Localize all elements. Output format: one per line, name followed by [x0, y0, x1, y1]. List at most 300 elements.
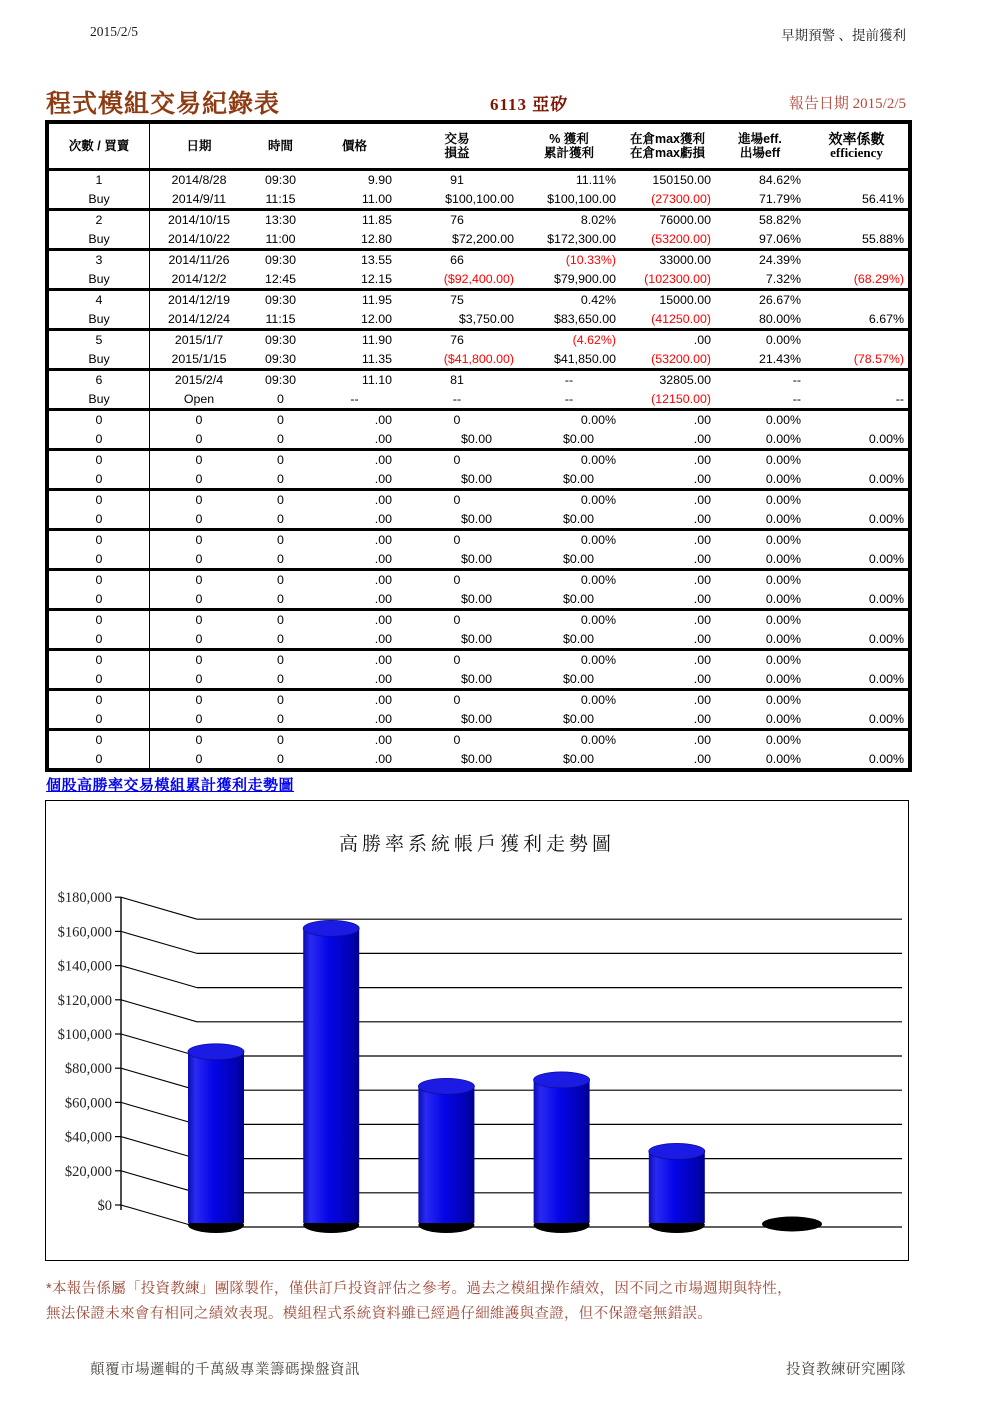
table-cell: 0 [277, 413, 284, 427]
table-cell: 55.88% [861, 231, 904, 246]
table-cell: 2014/10/22 [167, 231, 230, 246]
trade-block [49, 291, 908, 331]
table-cell: 0 [453, 533, 461, 547]
table-cell: .00 [374, 671, 392, 686]
table-cell: 0 [277, 453, 284, 467]
table-cell: .00 [374, 511, 392, 526]
page-footer [90, 1358, 906, 1379]
table-cell: 2015/2/4 [174, 373, 224, 387]
svg-text:$160,000: $160,000 [57, 924, 112, 941]
table-cell: 0.00% [765, 453, 801, 467]
table-cell: $0.00 [460, 671, 492, 686]
table-cell: 0 [277, 693, 284, 707]
table-header-cell: 價格 [341, 138, 367, 153]
table-cell: 0.00% [765, 573, 801, 587]
table-cell: 81 [450, 373, 464, 387]
table-cell: 0.00% [580, 653, 616, 667]
table-cell: 0.00% [868, 591, 904, 606]
table-cell: 0.00% [765, 533, 801, 547]
table-row [49, 430, 908, 449]
table-row [49, 670, 908, 689]
table-cell: 80.00% [758, 311, 801, 326]
table-cell: 0.00% [765, 493, 801, 507]
table-cell: $0.00 [460, 711, 492, 726]
table-cell: 0 [277, 551, 284, 566]
table-cell: 0 [277, 511, 284, 526]
svg-text:$140,000: $140,000 [57, 958, 112, 975]
table-cell: $72,200.00 [451, 231, 514, 246]
table-cell [805, 611, 908, 630]
table-header-cell: 進場eff. 出場eff [738, 131, 782, 160]
disclaimer-line: *本報告係屬「投資教練」團隊製作，僅供訂戶投資評估之參考。過去之模組操作績效，因不同之市場週期與特性， [46, 1281, 792, 1297]
table-cell: Open [183, 391, 215, 406]
table-cell: $79,900.00 [553, 271, 616, 286]
svg-text:$180,000: $180,000 [57, 890, 112, 907]
table-cell: 0 [277, 533, 284, 547]
table-cell: 0 [277, 391, 284, 406]
table-cell: 2014/9/11 [171, 191, 227, 206]
table-cell: 0 [453, 733, 461, 747]
table-cell: 0.00% [868, 511, 904, 526]
table-cell: 2 [49, 211, 150, 230]
table-cell: (102300.00) [644, 271, 711, 286]
table-cell: $0.00 [460, 471, 492, 486]
table-cell [805, 251, 908, 270]
table-cell: 0 [277, 751, 284, 766]
table-cell: 9.90 [367, 173, 392, 187]
table-cell: .00 [693, 613, 711, 627]
table-cell: (53200.00) [651, 231, 711, 246]
table-cell: (12150.00) [651, 391, 711, 406]
table-cell: .00 [374, 711, 392, 726]
table-cell: 0 [49, 670, 150, 689]
table-cell: 0 [453, 453, 461, 467]
table-cell: $0.00 [562, 511, 594, 526]
table-row [49, 190, 908, 209]
table-cell: 0.00% [580, 533, 616, 547]
report-date-value: 2015/2/5 [852, 96, 906, 112]
table-cell: .00 [374, 613, 392, 627]
table-cell: 11:00 [265, 231, 296, 246]
table-cell: .00 [693, 551, 711, 566]
profit-chart [45, 800, 909, 1261]
report-date [789, 92, 906, 113]
table-cell: 12.15 [360, 271, 392, 286]
table-cell: 09:30 [264, 173, 296, 187]
stock-id: 6113 亞矽 [490, 95, 569, 114]
table-row [49, 590, 908, 609]
trade-block [49, 651, 908, 691]
table-cell [805, 571, 908, 590]
table-cell: Buy [49, 390, 150, 409]
table-cell [805, 651, 908, 670]
trade-block [49, 691, 908, 731]
table-cell: .00 [693, 533, 711, 547]
table-cell: $0.00 [562, 471, 594, 486]
table-cell: $0.00 [460, 511, 492, 526]
table-cell: 76 [450, 213, 464, 227]
table-cell: 32805.00 [659, 373, 711, 387]
table-cell: .00 [693, 653, 711, 667]
table-cell: 0 [195, 493, 203, 507]
table-cell: 0 [49, 451, 150, 470]
table-cell: 0 [195, 631, 203, 646]
table-cell: .00 [374, 573, 392, 587]
table-cell: (4.62%) [572, 333, 616, 347]
trade-block [49, 371, 908, 411]
table-cell: 0 [49, 491, 150, 510]
table-cell: ($41,800.00) [443, 351, 514, 366]
table-cell: $3,750.00 [458, 311, 514, 326]
table-cell: .00 [374, 493, 392, 507]
table-cell: 11.35 [361, 351, 392, 366]
table-cell: .00 [693, 453, 711, 467]
table-cell: 5 [49, 331, 150, 350]
table-cell: 0.00% [765, 693, 801, 707]
table-cell: 2015/1/7 [174, 333, 224, 347]
table-cell: 09:30 [264, 373, 296, 387]
table-row [49, 291, 908, 310]
table-header-cell: % 獲利 累計獲利 [543, 131, 594, 160]
table-cell: 0.00% [765, 551, 801, 566]
table-cell: (68.29%) [853, 271, 904, 286]
table-cell: .00 [693, 493, 711, 507]
table-cell: 12.00 [360, 311, 392, 326]
table-cell [805, 211, 908, 230]
table-cell: 0 [195, 511, 203, 526]
table-cell: 2014/10/15 [167, 213, 230, 227]
table-row [49, 331, 908, 350]
table-cell: 0 [195, 551, 203, 566]
table-cell: .00 [374, 533, 392, 547]
table-cell: $0.00 [460, 631, 492, 646]
table-cell: 0.00% [580, 613, 616, 627]
table-cell: 0 [277, 471, 284, 486]
table-cell: $0.00 [562, 631, 594, 646]
trade-block [49, 211, 908, 251]
table-row [49, 531, 908, 550]
table-cell: Buy [49, 270, 150, 289]
trade-block [49, 731, 908, 768]
table-cell: 0 [195, 573, 203, 587]
table-cell: 0 [195, 591, 203, 606]
table-cell: .00 [374, 591, 392, 606]
table-cell: 0 [195, 733, 203, 747]
table-row [49, 750, 908, 769]
table-cell: $0.00 [460, 591, 492, 606]
table-row [49, 211, 908, 230]
table-cell: 84.62% [758, 173, 801, 187]
table-cell: 33000.00 [659, 253, 711, 267]
table-cell: 0 [195, 653, 203, 667]
table-cell: 8.02% [580, 213, 616, 227]
table-cell: .00 [374, 413, 392, 427]
svg-text:$0: $0 [97, 1198, 112, 1214]
table-cell: 7.32% [765, 271, 801, 286]
table-cell: $0.00 [562, 551, 594, 566]
table-cell: 2015/1/15 [171, 351, 227, 366]
disclaimer [46, 1277, 912, 1327]
trade-block [49, 411, 908, 451]
table-cell: $41,850.00 [553, 351, 616, 366]
table-cell: 09:30 [264, 333, 296, 347]
table-cell: 0.00% [868, 711, 904, 726]
table-cell [805, 691, 908, 710]
table-cell: 0.00% [580, 573, 616, 587]
table-cell: 0.00% [868, 751, 904, 766]
table-cell: .00 [693, 671, 711, 686]
table-cell: .00 [693, 413, 711, 427]
table-cell: 0.00% [765, 511, 801, 526]
table-cell: 0 [49, 430, 150, 449]
table-cell: .00 [693, 573, 711, 587]
table-cell: 21.43% [758, 351, 801, 366]
table-cell: 0 [49, 731, 150, 750]
table-cell: 91 [450, 173, 464, 187]
table-header-row [49, 124, 908, 171]
table-header-cell: 交易 損益 [444, 131, 470, 160]
table-cell: .00 [374, 733, 392, 747]
trade-block [49, 571, 908, 611]
table-body [49, 171, 908, 768]
report-date-label: 報告日期 [788, 96, 849, 112]
footer-right: 投資教練研究團隊 [786, 1362, 906, 1378]
table-row [49, 350, 908, 369]
table-cell: -- [792, 373, 801, 387]
print-date: 2015/2/5 [90, 24, 139, 39]
table-row [49, 230, 908, 249]
table-cell: 15000.00 [659, 293, 711, 307]
table-cell: 2014/11/26 [168, 253, 230, 267]
table-cell: 0 [49, 750, 150, 769]
table-cell: 0.00% [765, 613, 801, 627]
table-cell: 24.39% [758, 253, 801, 267]
table-cell: (27300.00) [651, 191, 711, 206]
table-cell: $172,300.00 [547, 231, 616, 246]
table-cell: 0 [195, 533, 203, 547]
svg-text:$80,000: $80,000 [64, 1061, 112, 1078]
table-cell: .00 [693, 751, 711, 766]
table-cell: -- [350, 391, 359, 406]
table-row [49, 550, 908, 569]
svg-text:$60,000: $60,000 [64, 1095, 112, 1112]
table-cell: 0 [49, 470, 150, 489]
table-cell: 0 [277, 613, 284, 627]
table-cell: 0 [277, 631, 284, 646]
table-cell: 75 [450, 293, 464, 307]
table-cell: 0 [277, 573, 284, 587]
table-cell: .00 [374, 453, 392, 467]
table-cell: 0.00% [868, 551, 904, 566]
table-cell: .00 [374, 631, 392, 646]
table-cell: -- [895, 391, 904, 406]
title-bar [46, 84, 906, 118]
table-cell: 0.00% [580, 413, 616, 427]
trade-block [49, 491, 908, 531]
table-cell: 0 [195, 671, 203, 686]
table-cell: -- [564, 391, 574, 406]
table-cell: 4 [49, 291, 150, 310]
trade-block [49, 331, 908, 371]
table-cell: $0.00 [562, 671, 594, 686]
table-row [49, 451, 908, 470]
table-cell: $0.00 [562, 751, 594, 766]
table-cell: Buy [49, 350, 150, 369]
table-cell: 0.00% [765, 671, 801, 686]
table-cell: 11:15 [265, 191, 296, 206]
table-cell: 97.06% [758, 231, 801, 246]
table-cell: 0.00% [765, 751, 801, 766]
table-cell: .00 [693, 631, 711, 646]
table-cell: .00 [374, 551, 392, 566]
chart-section-title[interactable]: 個股高勝率交易模組累計獲利走勢圖 [46, 777, 295, 794]
table-row [49, 390, 908, 409]
svg-text:$40,000: $40,000 [64, 1129, 112, 1146]
table-row [49, 691, 908, 710]
table-row [49, 171, 908, 190]
table-cell: $0.00 [562, 431, 594, 446]
table-cell: 09:30 [264, 293, 296, 307]
table-cell: 0 [277, 671, 284, 686]
chart-title: 高勝率系統帳戶獲利走勢圖 [338, 834, 615, 855]
table-cell: .00 [374, 751, 392, 766]
table-cell: 58.82% [758, 213, 801, 227]
table-cell: 0.00% [765, 333, 801, 347]
table-cell: 0.00% [765, 413, 801, 427]
table-cell: .00 [374, 693, 392, 707]
table-header-cell: 次數 / 買賣 [49, 124, 150, 168]
table-cell: .00 [693, 591, 711, 606]
table-cell: 0 [49, 630, 150, 649]
table-cell: 1 [49, 171, 150, 190]
table-cell: .00 [693, 511, 711, 526]
table-cell: .00 [693, 471, 711, 486]
table-cell: (41250.00) [651, 311, 711, 326]
table-cell: 0 [453, 653, 461, 667]
table-cell: .00 [374, 471, 392, 486]
table-row [49, 470, 908, 489]
table-cell: $100,100.00 [445, 191, 514, 206]
chart-canvas [46, 801, 905, 1257]
table-cell [805, 531, 908, 550]
table-cell: Buy [49, 310, 150, 329]
table-cell: 11.95 [361, 293, 392, 307]
table-cell: .00 [374, 431, 392, 446]
table-cell: 11:15 [265, 311, 296, 326]
table-cell: .00 [693, 333, 711, 347]
table-row [49, 510, 908, 529]
table-cell [805, 171, 908, 190]
table-cell: $100,100.00 [547, 191, 616, 206]
table-cell: 2014/8/28 [171, 173, 227, 187]
table-cell: 71.79% [758, 191, 801, 206]
table-cell: $0.00 [460, 431, 492, 446]
trade-block [49, 251, 908, 291]
table-cell: 0 [453, 613, 461, 627]
page-header [90, 24, 906, 44]
table-cell: 0 [277, 711, 284, 726]
table-cell: 0 [277, 653, 284, 667]
trade-block [49, 611, 908, 651]
table-cell: 0.00% [765, 471, 801, 486]
footer-left: 顛覆市場邏輯的千萬級專業籌碼操盤資訊 [90, 1362, 360, 1378]
table-cell: 0 [277, 493, 284, 507]
table-cell: 0 [277, 431, 284, 446]
table-row [49, 310, 908, 329]
table-cell: 0.00% [868, 431, 904, 446]
table-cell [805, 371, 908, 390]
svg-text:$100,000: $100,000 [57, 1027, 112, 1043]
table-cell: Buy [49, 230, 150, 249]
table-cell: 0.00% [580, 693, 616, 707]
table-cell: 0 [195, 471, 203, 486]
table-cell: $0.00 [460, 551, 492, 566]
table-cell: (10.33%) [565, 253, 616, 267]
report-title: 程式模組交易紀錄表 [46, 90, 281, 118]
table-cell: 0 [195, 693, 203, 707]
table-cell: (78.57%) [853, 351, 904, 366]
table-cell: .00 [374, 653, 392, 667]
table-cell [805, 451, 908, 470]
table-cell: 66 [450, 253, 464, 267]
table-header-cell: 在倉max獲利 在倉max虧損 [629, 131, 706, 160]
table-cell: Buy [49, 190, 150, 209]
table-cell: 09:30 [264, 253, 296, 267]
table-cell: 150150.00 [652, 173, 711, 187]
table-cell: $83,650.00 [553, 311, 616, 326]
table-row [49, 411, 908, 430]
table-cell: 0.00% [580, 453, 616, 467]
table-cell: 0.00% [765, 711, 801, 726]
table-cell: 12.80 [360, 231, 392, 246]
table-cell: 2014/12/24 [167, 311, 230, 326]
table-cell: 13:30 [264, 213, 296, 227]
table-cell: $0.00 [562, 591, 594, 606]
table-cell [805, 331, 908, 350]
table-cell: 2014/12/2 [171, 271, 227, 286]
table-cell: 0 [49, 691, 150, 710]
table-header-cell: 日期 [186, 138, 212, 153]
table-header-cell: 時間 [267, 138, 293, 153]
disclaimer-line: 無法保證未來會有相同之績效表現。模組程式系統資料雖已經過仔細維護與查證，但不保證毫無錯誤。 [46, 1306, 712, 1322]
table-cell: 0.00% [765, 631, 801, 646]
table-cell: -- [452, 391, 462, 406]
table-row [49, 371, 908, 390]
table-cell: 0.00% [868, 671, 904, 686]
table-cell [805, 411, 908, 430]
table-row [49, 630, 908, 649]
table-row [49, 710, 908, 729]
table-cell: 0 [453, 573, 461, 587]
table-cell: 26.67% [758, 293, 801, 307]
table-cell: 0.00% [580, 733, 616, 747]
table-cell: 0 [49, 550, 150, 569]
table-row [49, 251, 908, 270]
table-cell: 76 [450, 333, 464, 347]
table-cell: 6 [49, 371, 150, 390]
table-cell: 0 [195, 711, 203, 726]
table-cell: 0 [453, 493, 461, 507]
table-row [49, 651, 908, 670]
table-cell: 3 [49, 251, 150, 270]
trade-block [49, 451, 908, 491]
table-cell: 0 [277, 591, 284, 606]
table-cell: 0.00% [765, 591, 801, 606]
table-cell: 0.00% [765, 733, 801, 747]
table-cell: 12:45 [264, 271, 296, 286]
table-header-cell: 效率係數 efficiency [828, 130, 885, 160]
table-cell: 0 [195, 751, 203, 766]
